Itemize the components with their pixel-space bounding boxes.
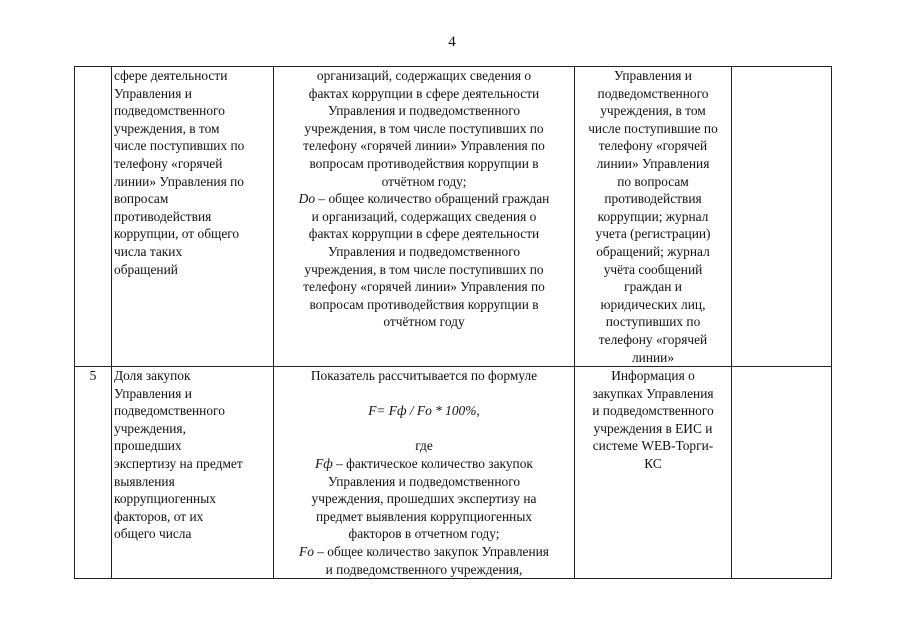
- source-line: Информация о: [611, 368, 695, 384]
- formula-line: [276, 278, 572, 296]
- formula-text: учреждения, в том числе поступивших по: [304, 120, 544, 136]
- formula-line: [276, 190, 572, 208]
- formula-line: [276, 67, 572, 85]
- indicator-line: учреждения,: [114, 420, 186, 436]
- indicator-line: подведомственного: [114, 403, 225, 419]
- formula-line: [276, 473, 572, 491]
- formula-cell: [274, 367, 575, 579]
- formula-line: [276, 208, 572, 226]
- source-line: юридических лиц,: [600, 296, 706, 312]
- formula-line: [276, 543, 572, 561]
- empty-cell: [732, 367, 832, 579]
- formula-line: [276, 313, 572, 331]
- formula-line: [276, 102, 572, 120]
- formula-line: [276, 561, 572, 579]
- formula-text: отчётном году;: [381, 173, 467, 189]
- source-line: учета (регистрации): [595, 226, 711, 242]
- indicator-line: экспертизу на предмет: [114, 456, 243, 472]
- indicator-line: факторов, от их: [114, 508, 204, 524]
- formula-line: [276, 455, 572, 473]
- formula-line: [276, 261, 572, 279]
- row-number-cell: [75, 67, 112, 367]
- indicators-table: [74, 66, 832, 579]
- formula-line: [276, 85, 572, 103]
- formula-variable: Do: [298, 191, 316, 207]
- formula-expression: F= Fф / Fo * 100%,: [368, 403, 480, 419]
- formula-line: [276, 490, 572, 508]
- source-line: обращений; журнал: [596, 243, 710, 259]
- table-row: [75, 367, 832, 579]
- source-line: телефону «горячей: [598, 138, 708, 154]
- source-line: коррупции; журнал: [597, 208, 709, 224]
- indicator-line: телефону «горячей: [114, 155, 223, 171]
- indicator-cell: [112, 67, 274, 367]
- formula-line: [276, 120, 572, 138]
- page-number: 4: [448, 34, 456, 50]
- indicator-line: числа таких: [114, 243, 183, 259]
- formula-cell: [274, 67, 575, 367]
- formula-text: фактах коррупции в сфере деятельности: [308, 85, 540, 101]
- source-line: по вопросам: [617, 173, 689, 189]
- indicator-line: коррупциогенных: [114, 491, 216, 507]
- formula-variable: Fo: [299, 544, 314, 560]
- source-line: телефону «горячей: [598, 331, 708, 347]
- formula-line: [276, 173, 572, 191]
- row-number-cell: 5: [75, 367, 112, 579]
- indicator-cell: [112, 367, 274, 579]
- source-line: закупках Управления: [592, 385, 714, 401]
- formula-text: Управления и подведомственного: [327, 473, 521, 489]
- formula-text: вопросам противодействия коррупции в: [309, 155, 539, 171]
- formula-text: и организаций, содержащих сведения о: [311, 208, 537, 224]
- formula-line: [276, 525, 572, 543]
- formula-text: Управления и подведомственного: [327, 243, 521, 259]
- formula-text: – общее количество обращений граждан: [315, 191, 550, 207]
- empty-cell: [732, 67, 832, 367]
- source-line: граждан и: [624, 279, 682, 295]
- formula-intro: Показатель рассчитывается по формуле: [310, 368, 538, 384]
- formula-line: [276, 137, 572, 155]
- source-line: учёта сообщений: [603, 261, 703, 277]
- indicator-line: общего числа: [114, 526, 192, 542]
- formula-text: учреждения, в том числе поступивших по: [304, 261, 544, 277]
- indicator-line: коррупции, от общего: [114, 226, 240, 242]
- source-line: учреждения в ЕИС и: [593, 420, 713, 436]
- formula-text: телефону «горячей линии» Управления по: [303, 138, 545, 154]
- source-line: линии» Управления: [596, 155, 710, 171]
- indicator-line: подведомственного: [114, 103, 225, 119]
- formula-text: вопросам противодействия коррупции в: [309, 296, 539, 312]
- formula-text: учреждения, прошедших экспертизу на: [311, 491, 537, 507]
- formula-text: Управления и подведомственного: [327, 103, 521, 119]
- indicator-line: противодействия: [114, 208, 212, 224]
- formula-line: [276, 155, 572, 173]
- source-line: Управления и: [614, 68, 692, 83]
- indicator-line: Управления и: [114, 385, 192, 401]
- formula-line: [276, 508, 572, 526]
- source-line: линии»: [631, 349, 675, 365]
- formula-text: организаций, содержащих сведения о: [316, 68, 532, 83]
- source-line: подведомственного: [597, 85, 709, 101]
- formula-where: где: [415, 438, 433, 454]
- indicator-line: сфере деятельности: [114, 68, 228, 83]
- indicator-line: линии» Управления по: [114, 173, 244, 189]
- indicator-line: вопросам: [114, 191, 169, 207]
- source-line: числе поступившие по: [588, 120, 718, 136]
- formula-line: [276, 243, 572, 261]
- indicator-line: выявления: [114, 473, 175, 489]
- formula-line: [276, 296, 572, 314]
- source-cell: [575, 67, 732, 367]
- indicator-line: обращений: [114, 261, 178, 277]
- formula-text: – общее количество закупок Управления: [313, 544, 549, 560]
- formula-text: телефону «горячей линии» Управления по: [303, 279, 545, 295]
- source-line: учреждения, в том: [600, 103, 706, 119]
- formula-text: предмет выявления коррупциогенных: [315, 508, 533, 524]
- formula-text: и подведомственного учреждения,: [325, 561, 523, 577]
- indicator-line: Доля закупок: [114, 368, 191, 384]
- source-line: противодействия: [604, 191, 702, 207]
- source-line: поступивших по: [605, 314, 701, 330]
- formula-variable: Fф: [315, 456, 333, 472]
- indicator-line: учреждения, в том: [114, 120, 220, 136]
- formula-text: отчётном году: [383, 314, 465, 330]
- source-line: системе WEB-Торги-: [592, 438, 714, 454]
- indicator-line: прошедших: [114, 438, 182, 454]
- source-cell: [575, 367, 732, 579]
- source-line: и подведомственного: [592, 403, 714, 419]
- formula-text: – фактическое количество закупок: [332, 456, 533, 472]
- source-line: КС: [644, 456, 662, 472]
- indicator-line: числе поступивших по: [114, 138, 245, 154]
- formula-line: [276, 225, 572, 243]
- formula-text: фактах коррупции в сфере деятельности: [308, 226, 540, 242]
- formula-text: факторов в отчетном году;: [348, 526, 500, 542]
- table-row: [75, 67, 832, 367]
- indicator-line: Управления и: [114, 85, 192, 101]
